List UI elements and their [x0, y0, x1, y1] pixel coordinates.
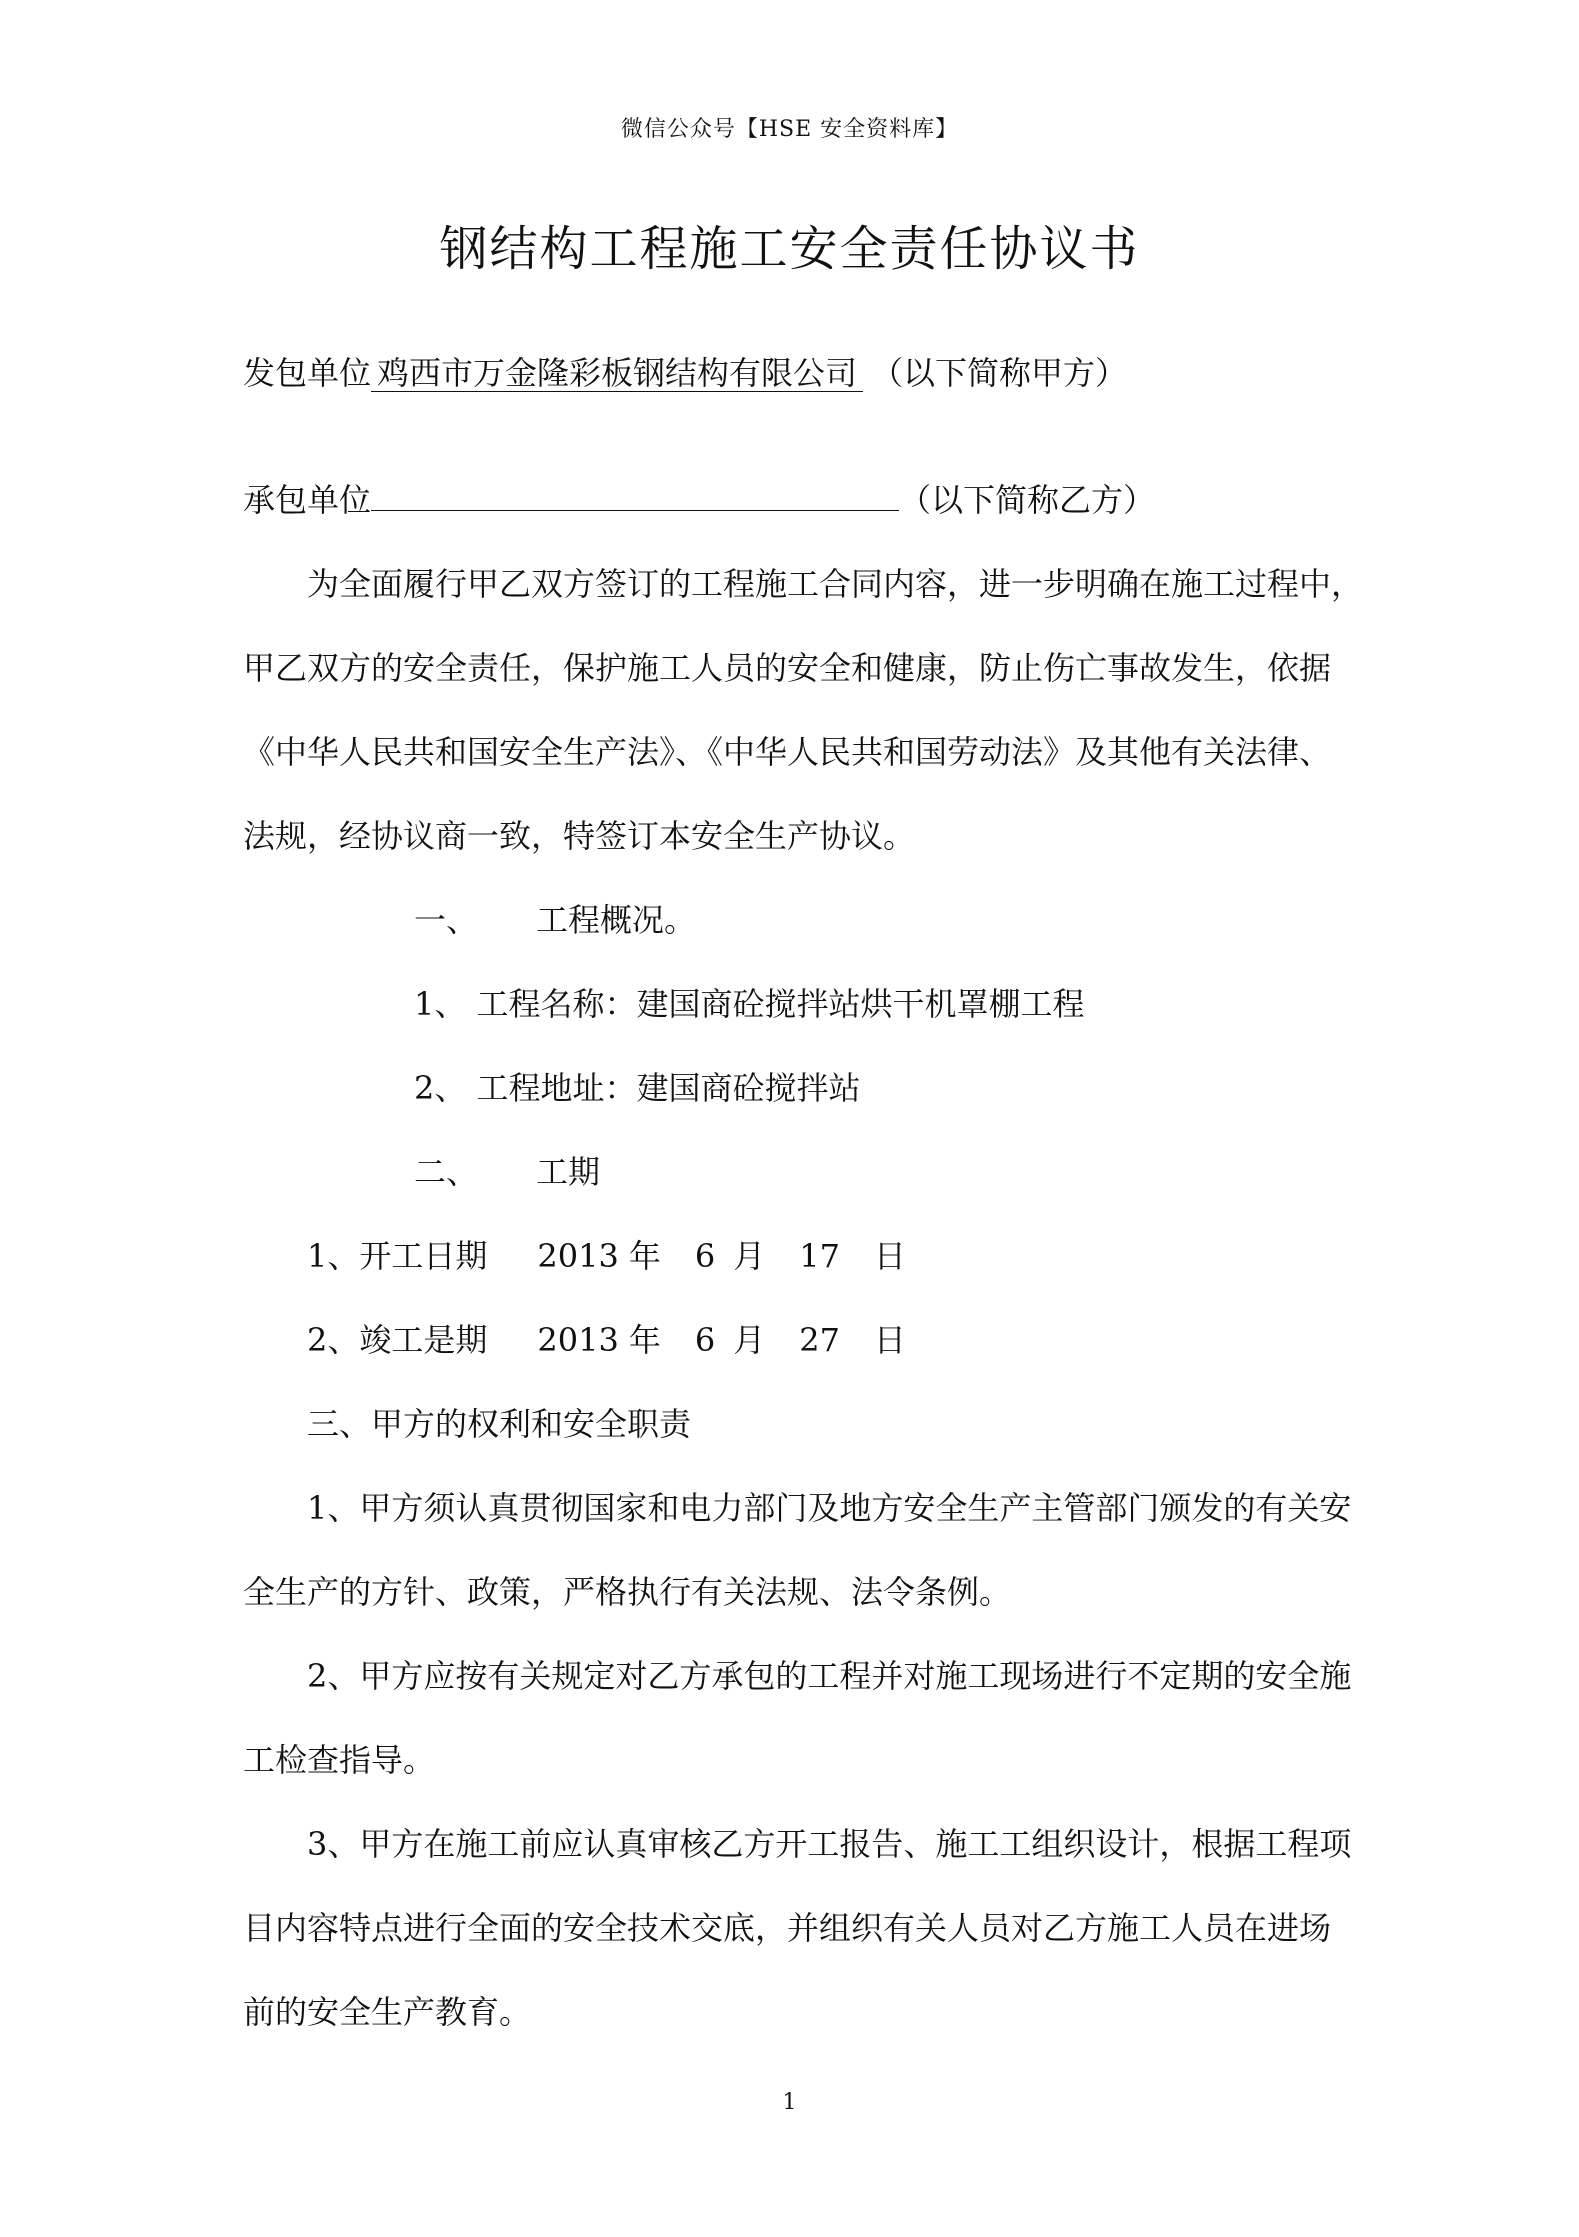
intro-line: 甲乙双方的安全责任，保护施工人员的安全和健康，防止伤亡事故发生，依据	[243, 649, 1332, 687]
end-month-unit: 月	[733, 1321, 766, 1359]
party-b-label: 承包单位	[243, 481, 372, 519]
intro-line: 法规，经协议商一致，特签订本安全生产协议。	[243, 817, 916, 855]
end-month: 6	[694, 1321, 716, 1359]
section-1-title: 工程概况。	[536, 901, 697, 939]
start-month: 6	[694, 1237, 716, 1275]
intro-line: 《中华人民共和国安全生产法》、《中华人民共和国劳动法》及其他有关法律、	[243, 733, 1332, 771]
page-header: 微信公众号【HSE 安全资料库】	[620, 117, 959, 142]
party-a-suffix: （以下简称甲方）	[871, 354, 1128, 392]
start-day: 17	[799, 1237, 840, 1275]
end-date-line	[307, 1315, 906, 1361]
section-3-heading: 三、甲方的权利和安全职责	[307, 1405, 692, 1443]
document-title: 钢结构工程施工安全责任协议书	[439, 221, 1140, 277]
party-b-blank	[371, 480, 899, 511]
end-day-unit: 日	[873, 1321, 906, 1359]
end-date-label: 2、竣工是期	[307, 1321, 488, 1359]
section-3-line: 前的安全生产教育。	[243, 1993, 532, 2031]
section-3-line: 全生产的方针、政策，严格执行有关法规、法令条例。	[243, 1573, 1012, 1611]
intro-line: 为全面履行甲乙双方签订的工程施工合同内容，进一步明确在施工过程中，	[307, 565, 1364, 603]
start-day-unit: 日	[873, 1237, 906, 1275]
section-3-line: 3、甲方在施工前应认真审核乙方开工报告、施工工组织设计，根据工程项	[307, 1825, 1352, 1863]
section-2-title: 工期	[536, 1153, 601, 1191]
page-number: 1	[782, 2090, 797, 2115]
start-date-line	[307, 1231, 906, 1277]
party-b-suffix: （以下简称乙方）	[899, 481, 1156, 519]
start-year: 2013	[537, 1237, 619, 1275]
section-1-item: 2、 工程地址：建国商砼搅拌站	[414, 1069, 861, 1107]
end-year: 2013	[537, 1321, 619, 1359]
section-3-line: 目内容特点进行全面的安全技术交底，并组织有关人员对乙方施工人员在进场	[243, 1909, 1332, 1947]
party-a-line	[243, 348, 1127, 394]
section-1-heading	[414, 895, 696, 941]
end-year-unit: 年	[628, 1321, 661, 1359]
end-day: 27	[799, 1321, 840, 1359]
section-3-line: 2、甲方应按有关规定对乙方承包的工程并对施工现场进行不定期的安全施	[307, 1657, 1352, 1695]
section-3-line: 工检查指导。	[243, 1741, 436, 1779]
start-date-label: 1、开工日期	[307, 1237, 488, 1275]
party-a-label: 发包单位	[243, 354, 372, 392]
section-2-number: 二、	[414, 1153, 479, 1191]
party-b-line	[243, 475, 1155, 521]
section-3-line: 1、甲方须认真贯彻国家和电力部门及地方安全生产主管部门颁发的有关安	[307, 1489, 1352, 1527]
section-1-number: 一、	[414, 901, 479, 939]
start-year-unit: 年	[628, 1237, 661, 1275]
section-2-heading	[414, 1147, 600, 1193]
start-month-unit: 月	[733, 1237, 766, 1275]
section-1-item: 1、 工程名称：建国商砼搅拌站烘干机罩棚工程	[414, 985, 1085, 1023]
party-a-value: 鸡西市万金隆彩板钢结构有限公司	[371, 357, 863, 392]
